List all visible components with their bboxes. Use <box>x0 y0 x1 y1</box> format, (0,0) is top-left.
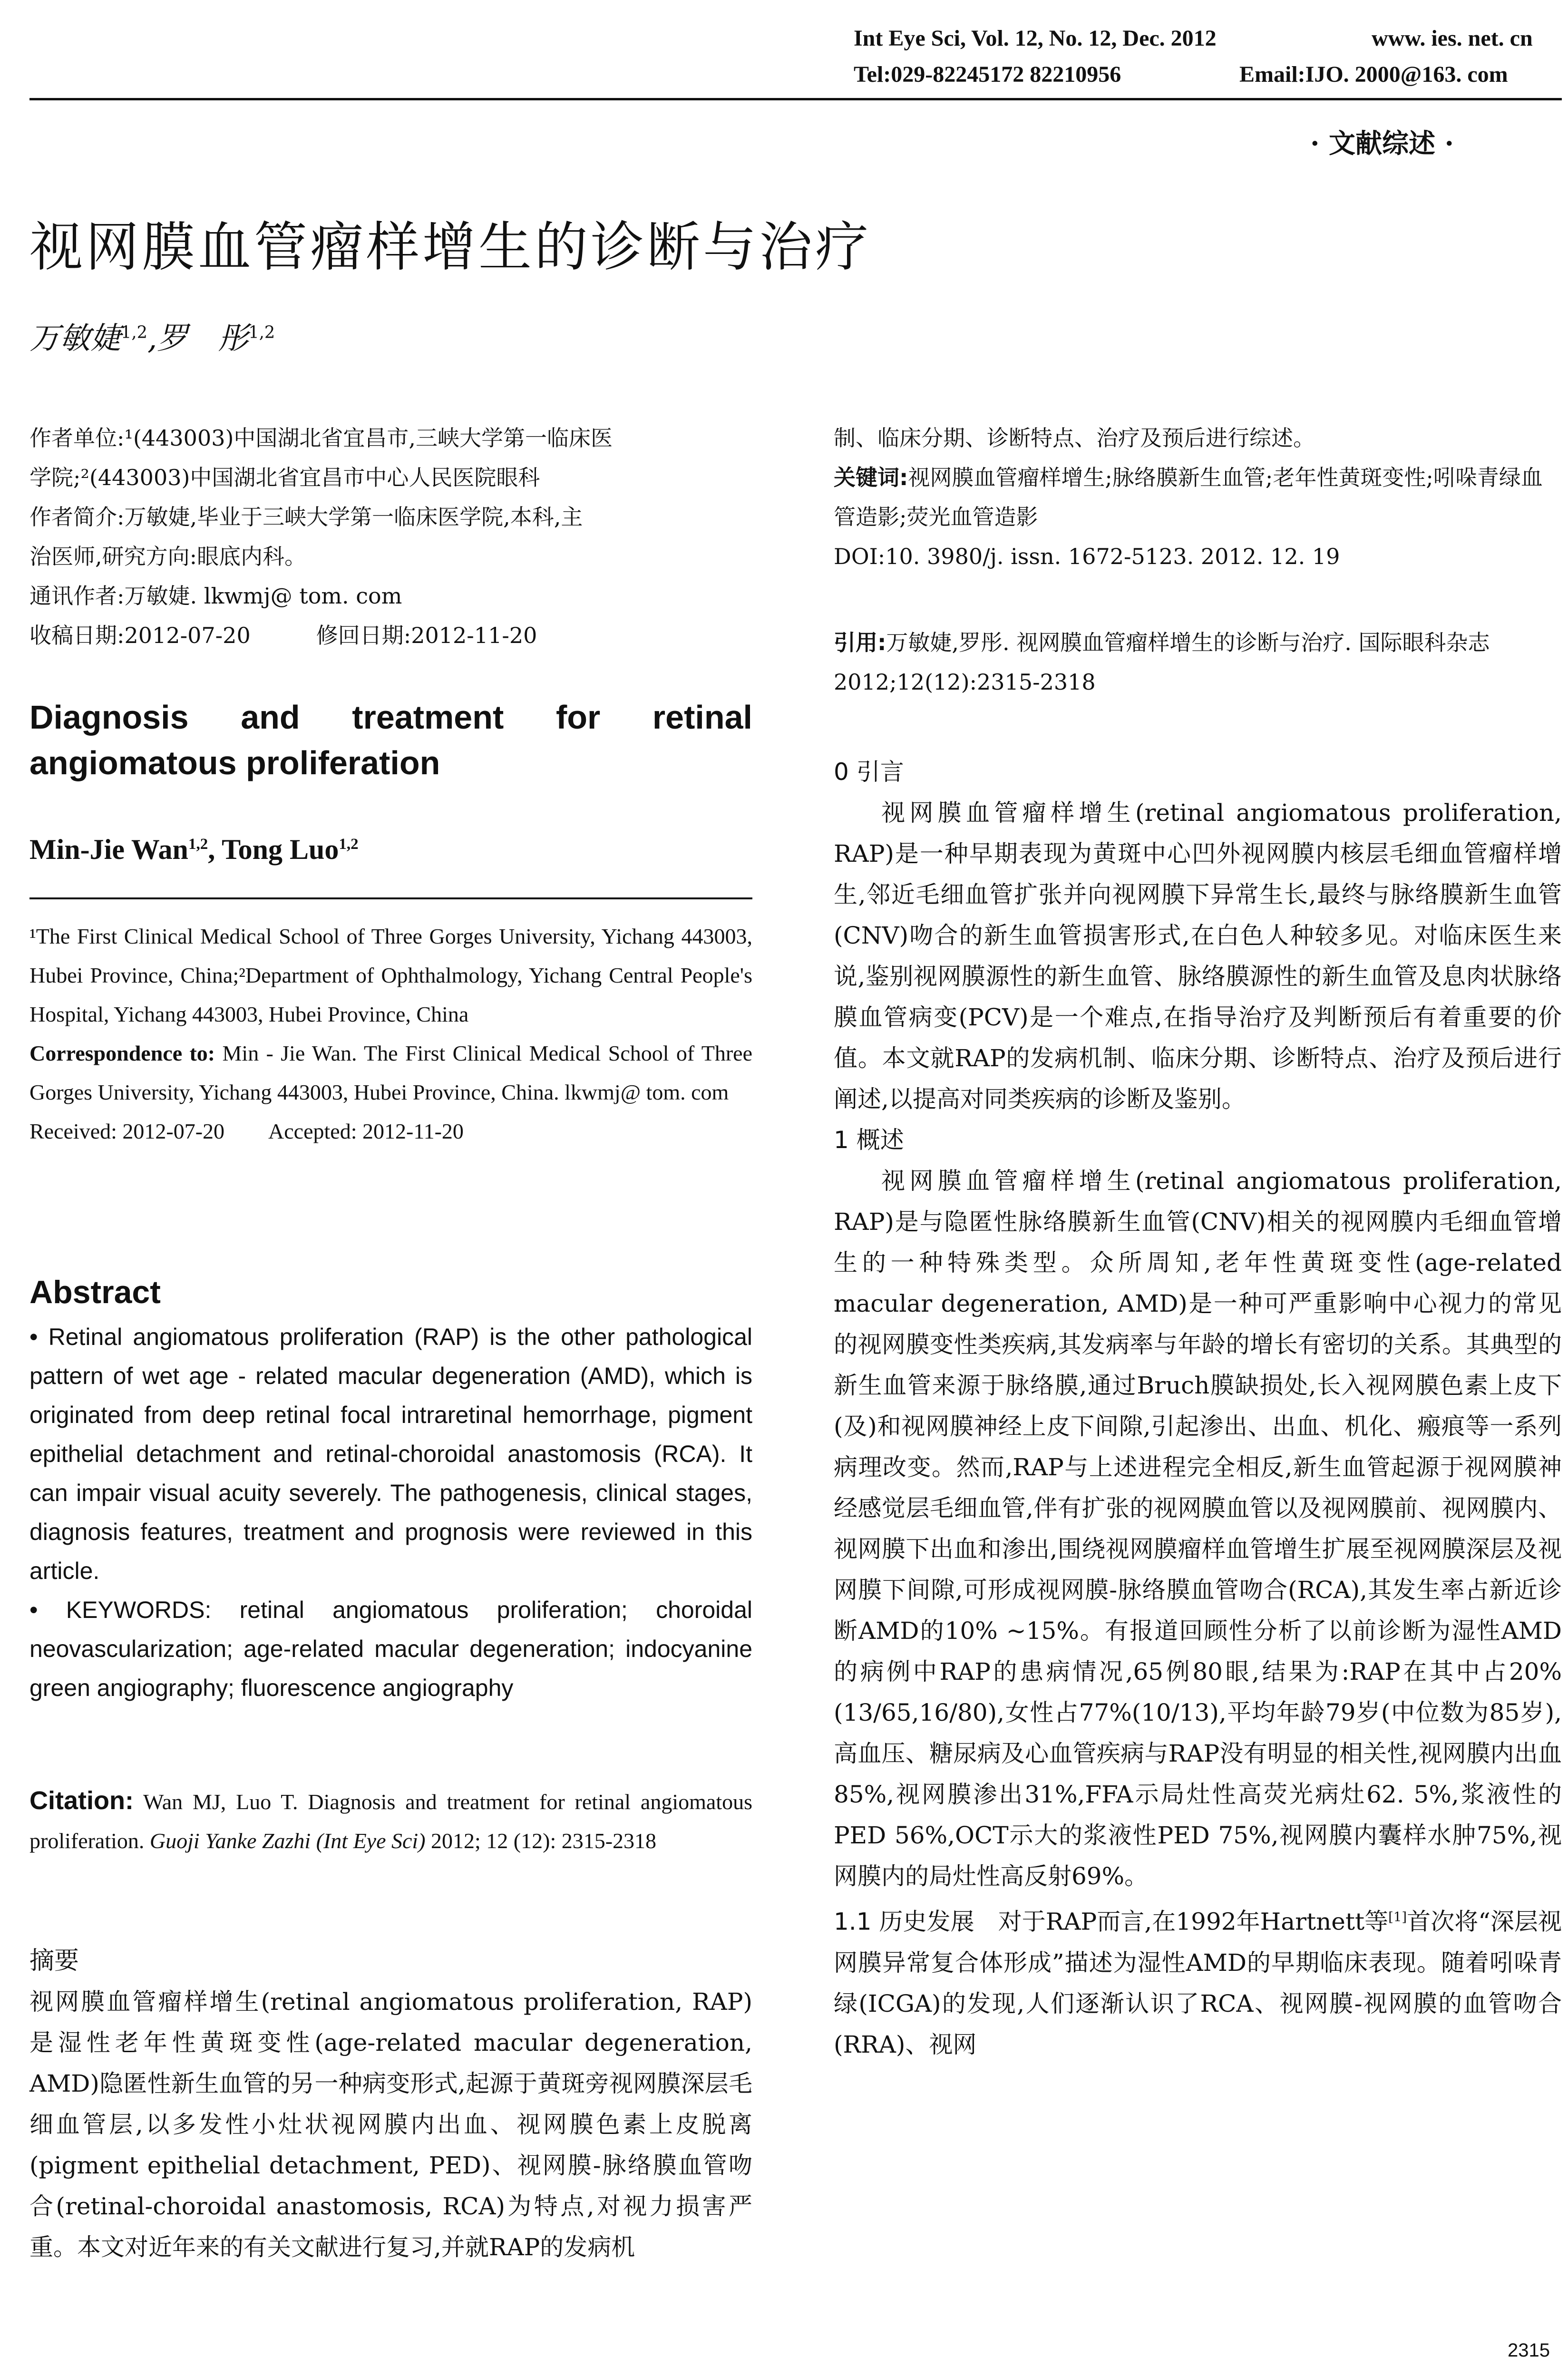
english-title: Diagnosis and treatment for retinal angiomatous proliferation <box>29 699 752 781</box>
citation-block <box>29 1781 752 1861</box>
info-line: 作者简介:万敏婕,毕业于三峡大学第一临床医学院,本科,主 <box>29 504 583 530</box>
en-author-separator: , <box>208 834 222 865</box>
cn-citation-text: 万敏婕,罗彤. 视网膜血管瘤样增生的诊断与治疗. 国际眼科杂志 2012;12(12):2315-2318 <box>834 630 1490 695</box>
correspondence-text: Min - Jie Wan. The First Clinical Medical School of Three Gorges University, Yichang 443003, Hubei Province, China. lkwmj@ tom. com <box>29 1041 752 1104</box>
header-rule <box>29 98 1562 100</box>
paragraph-intro: 视网膜血管瘤样增生(retinal angiomatous proliferation, RAP)是一种早期表现为黄斑中心凹外视网膜内核层毛细血管瘤样增生,邻近毛细血管扩张并向视网膜下异常生长,最终与脉络膜新生血管(CNV)吻合的新生血管损害形式,在白色人种较多见。对临床医生来说,鉴别视网膜源性的新生血管、脉络膜源性的新生血管及息肉状脉络膜血管病变(PCV)是一个难点,在指导治疗及判断预后有着重要的价值。本文就RAP的发病机制、临床分期、诊断特点、治疗及预后进行阐述,以提高对同类疾病的诊断及鉴别。 <box>834 799 1562 1113</box>
history-text-b: 首次将“深层视网膜异常复合体形成”描述为湿性AMD的早期临床表现。随着吲哚青绿(ICGA)的发现,人们逐渐认识了RCA、视网膜-视网膜的血管吻合(RRA)、视网 <box>834 1908 1562 2058</box>
received-dates: Received: 2012-07-20 Accepted: 2012-11-20 <box>29 1119 464 1143</box>
en-author-2-affil: 1,2 <box>339 836 359 853</box>
keywords-en: • KEYWORDS: retinal angiomatous proliferation; choroidal neovascularization; age-related macular degeneration; indocyanine green angiography; fluorescence angiography <box>29 1597 752 1701</box>
citation-journal: Guoji Yanke Zazhi (Int Eye Sci) <box>149 1829 426 1853</box>
paragraph-overview: 视网膜血管瘤样增生(retinal angiomatous proliferation, RAP)是与隐匿性脉络膜新生血管(CNV)相关的视网膜内毛细血管增生的一种特殊类型。众所周知,老年性黄斑变性(age-related macular degeneration, AMD)是一种可严重影响中心视力的常见的视网膜变性类疾病,其发病率与年龄的增长有密切的关系。其典型的新生血管来源于脉络膜,通过Bruch膜缺损处,长入视网膜色素上皮下(及)和视网膜神经上皮下间隙,引起渗出、出血、机化、瘢痕等一系列病理改变。然而,RAP与上述进程完全相反,新生血管起源于视网膜神经感觉层毛细血管,伴有扩张的视网膜血管以及视网膜前、视网膜内、视网膜下出血和渗出,围绕视网膜瘤样血管增生扩展至视网膜深层及视网膜下间隙,可形成视网膜-脉络膜血管吻合(RCA),其发生率占新近诊断AMD的10% ~15%。有报道回顾性分析了以前诊断为湿性AMD的病例中RAP的患病情况,65例80眼,结果为:RAP在其中占20%(13/65,16/80),女性占77%(10/13),平均年龄79岁(中位数为85岁),高血压、糖尿病及心血管疾病与RAP没有明显的相关性,视网膜内出血85%,视网膜渗出31%,FFA示局灶性高荧光病灶62. 5%,浆液性的PED 56%,OCT示大的浆液性PED 75%,视网膜内囊样水肿75%,视网膜内的局灶性高反射69%。 <box>834 1167 1562 1890</box>
correspondence-label: Correspondence to: <box>29 1041 215 1065</box>
reference-1: [1] <box>1388 1909 1407 1925</box>
right-top-text: 制、临床分期、诊断特点、治疗及预后进行综述。 <box>834 425 1315 451</box>
cn-citation-block <box>834 623 1562 702</box>
en-author-2: Tong Luo <box>222 834 339 865</box>
subsection-heading: 1.1 历史发展 <box>834 1908 974 1936</box>
history-text-a: 对于RAP而言,在1992年Hartnett等 <box>974 1908 1389 1936</box>
keywords-cn <box>834 458 1562 537</box>
abstract-heading: Abstract <box>29 1274 161 1310</box>
author-1: 万敏婕 <box>29 321 121 356</box>
abstract-text: • Retinal angiomatous proliferation (RAP) is the other pathological pattern of wet age - related macular degeneration (AMD), which is originated from deep retinal focal intraretinal hemorrhage, pigment epithelial detachment and retinal-choroidal anastomosis (RCA). It can impair visual acuity severely. The pathogenesis, clinical stages, diagnosis features, treatment and prognosis were reviewed in this article. <box>29 1324 752 1584</box>
info-line: 作者单位:¹(443003)中国湖北省宜昌市,三峡大学第一临床医 <box>29 425 613 451</box>
affiliation-block <box>29 917 752 1151</box>
cn-citation <box>834 623 1562 702</box>
section-heading: 0 引言 <box>834 758 904 786</box>
author-rule <box>29 897 752 899</box>
cn-abstract: 视网膜血管瘤样增生(retinal angiomatous proliferation, RAP)是湿性老年性黄斑变性(age-related macular degeneration, AMD)隐匿性新生血管的另一种病变形式,起源于黄斑旁视网膜深层毛细血管层,以多发性小灶状视网膜内出血、视网膜色素上皮脱离(pigment epithelial detachment, PED)、视网膜-脉络膜血管吻合(retinal-choroidal anastomosis, RCA)为特点,对视力损害严重。本文对近年来的有关文献进行复习,并就RAP的发病机 <box>29 1988 752 2261</box>
paragraph-history <box>834 1897 1562 2065</box>
journal-tel: Tel:029-82245172 82210956 <box>854 62 1121 87</box>
keywords-cn-label: 关键词: <box>834 465 908 490</box>
info-line: 收稿日期:2012-07-20 修回日期:2012-11-20 <box>29 623 537 648</box>
journal-info: Int Eye Sci, Vol. 12, No. 12, Dec. 2012 <box>854 26 1217 51</box>
info-line: 治医师,研究方向:眼底内科。 <box>29 544 307 569</box>
affiliation: ¹The First Clinical Medical School of Three Gorges University, Yichang 443003, Hubei Province, China;²Department of Ophthalmology, Yichang Central People's Hospital, Yichang 443003, Hubei Province, China <box>29 924 752 1026</box>
abstract-block <box>29 1317 752 1707</box>
author-1-affil: 1,2 <box>121 322 147 342</box>
author-2-affil: 1,2 <box>248 322 275 342</box>
cn-abstract-heading: 摘要 <box>29 1947 79 1975</box>
author-2: 罗 彤 <box>157 321 249 356</box>
correspondence <box>29 1034 752 1112</box>
citation-text: Wan MJ, Luo T. Diagnosis and treatment for retinal angiomatous proliferation. <box>29 1790 752 1853</box>
journal-website: www. ies. net. cn <box>1372 26 1533 51</box>
citation-label: Citation: <box>29 1786 134 1815</box>
article-authors <box>29 314 275 358</box>
article-title: 视网膜血管瘤样增生的诊断与治疗 <box>29 216 871 278</box>
author-separator: , <box>147 321 157 356</box>
citation <box>29 1781 752 1861</box>
article-category: · 文献综述 · <box>1310 128 1454 159</box>
citation-tail: 2012; 12 (12): 2315-2318 <box>425 1829 657 1853</box>
section-heading: 1 概述 <box>834 1126 904 1154</box>
cn-citation-label: 引用: <box>834 630 886 655</box>
main-body <box>834 751 1562 2065</box>
journal-email: Email:IJO. 2000@163. com <box>1239 62 1508 87</box>
info-line: 学院;²(443003)中国湖北省宜昌市中心人民医院眼科 <box>29 465 540 490</box>
info-line: 通讯作者:万敏婕. lkwmj@ tom. com <box>29 583 402 609</box>
en-author-1-affil: 1,2 <box>188 836 208 853</box>
keywords-cn-text: 视网膜血管瘤样增生;脉络膜新生血管;老年性黄斑变性;吲哚青绿血管造影;荧光血管造影 <box>834 465 1543 530</box>
english-authors <box>29 833 359 866</box>
author-info-block <box>29 419 752 655</box>
page-number: 2315 <box>1508 2340 1550 2361</box>
right-top-block <box>834 419 1562 576</box>
doi: DOI:10. 3980/j. issn. 1672-5123. 2012. 12. 19 <box>834 544 1340 569</box>
en-author-1: Min-Jie Wan <box>29 834 188 865</box>
